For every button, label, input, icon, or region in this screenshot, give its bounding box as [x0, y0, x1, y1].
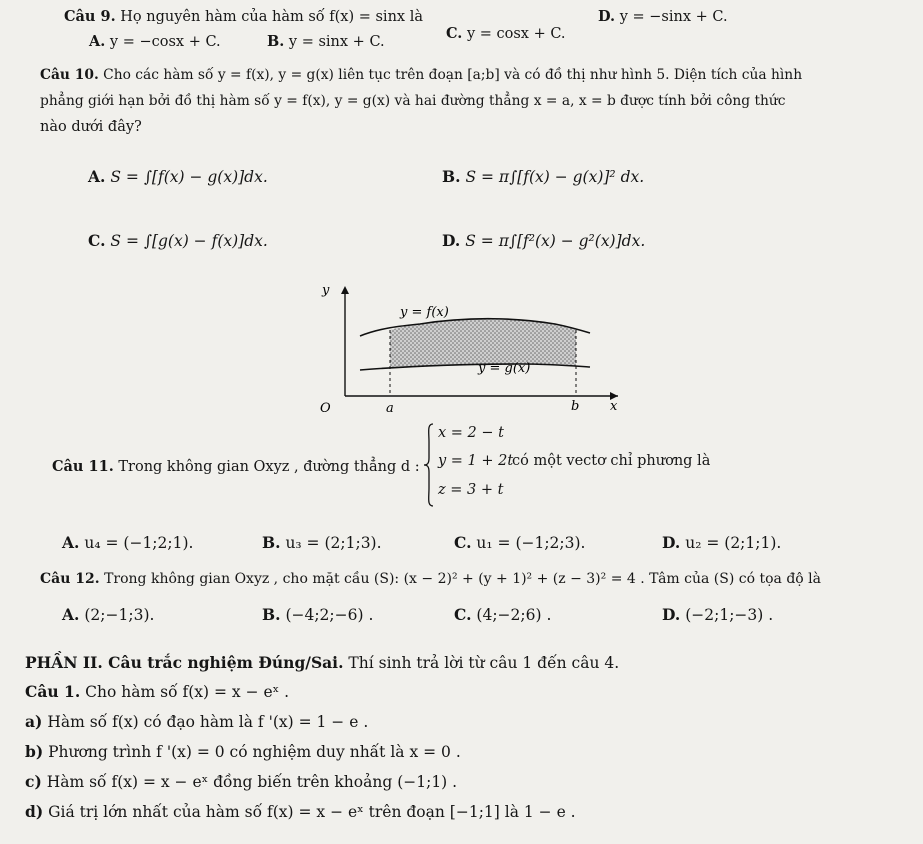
q12-option-c-key: C. [454, 605, 472, 624]
part2-q1-item-b [25, 743, 461, 761]
q10-line3: nào dưới đây? [40, 119, 142, 135]
q10-option-d-text: S = π∫[f²(x) − g²(x)]dx. [465, 232, 646, 250]
q11-option-b-key: B. [262, 533, 281, 552]
graph-origin-label: O [320, 401, 331, 416]
q11-option-b [262, 534, 382, 552]
q11-option-b-text: u₃ = (2;1;3). [285, 534, 382, 552]
q10-option-b [442, 168, 644, 186]
graph-g-label: y = g(x) [478, 361, 531, 376]
part2-q1-item-c [25, 773, 457, 791]
q9-label: Câu 9. [64, 8, 116, 25]
q9-option-d-key: D. [598, 8, 616, 25]
q10-line2: phẳng giới hạn bởi đồ thị hàm số y = f(x), y = g(x) và hai đường thẳng x = a, x = b được tính bởi công thức [40, 93, 786, 109]
q12-option-d [662, 606, 773, 624]
q11-option-a [62, 534, 193, 552]
q11-stem-pre-line [52, 458, 420, 476]
q9-option-b-key: B. [267, 33, 285, 50]
q10-option-d [442, 232, 645, 250]
graph-f-label: y = f(x) [400, 305, 449, 320]
q9-option-b [267, 33, 385, 51]
part2-q1-label: Câu 1. [25, 682, 81, 701]
q10-option-a-key: A. [88, 167, 106, 186]
q11-option-a-text: u₄ = (−1;2;1). [84, 534, 194, 552]
part2-q1-item-c-key: c) [25, 772, 42, 791]
q12-stem: Trong không gian Oxyz , cho mặt cầu (S): (x − 2)² + (y + 1)² + (z − 3)² = 4 . Tâm của (S) có tọa độ là [104, 571, 822, 587]
part2-title: PHẦN II. Câu trắc nghiệm Đúng/Sai. [25, 653, 344, 672]
graph-y-label: y [322, 283, 330, 298]
q10-line1 [40, 66, 802, 84]
q9-option-d [598, 8, 728, 26]
part2-q1-item-a-text: Hàm số f(x) có đạo hàm là f '(x) = 1 − e . [47, 713, 369, 731]
part2-q1-stem: Cho hàm số f(x) = x − eˣ . [85, 683, 290, 701]
part2-q1-item-b-key: b) [25, 742, 44, 761]
graph-x-label: x [610, 399, 618, 414]
q10-option-a-text: S = ∫[f(x) − g(x)]dx. [110, 168, 268, 186]
q11-option-d-key: D. [662, 533, 681, 552]
q9-option-b-text: y = sinx + C. [288, 34, 385, 50]
q12-stem-line [40, 570, 821, 588]
q10-option-c [88, 232, 268, 250]
q11-eq-x: x = 2 − t [438, 425, 504, 441]
q12-option-b-text: (−4;2;−6) . [285, 606, 374, 624]
q10-option-b-key: B. [442, 167, 461, 186]
q9-stem: Họ nguyên hàm của hàm số f(x) = sinx là [120, 9, 423, 25]
q9-stem-line [64, 8, 423, 26]
q12-option-c-text: (4;−2;6) . [476, 606, 552, 624]
q10-line1-text: Cho các hàm số y = f(x), y = g(x) liên tục trên đoạn [a;b] và có đồ thị như hình 5. Diện tích của hình [103, 67, 803, 83]
q11-option-d [662, 534, 781, 552]
part2-q1-item-a [25, 713, 368, 731]
q12-option-b-key: B. [262, 605, 281, 624]
part2-q1-item-c-text: Hàm số f(x) = x − eˣ đồng biến trên khoảng (−1;1) . [46, 773, 458, 791]
q11-option-c-text: u₁ = (−1;2;3). [476, 534, 586, 552]
q10-option-b-text: S = π∫[f(x) − g(x)]² dx. [465, 168, 645, 186]
graph-b-label: b [571, 399, 580, 414]
part2-q1-item-d-text: Giá trị lớn nhất của hàm số f(x) = x − eˣ trên đoạn [−1;1] là 1 − e . [48, 803, 576, 821]
part2-q1-item-d [25, 803, 576, 821]
q9-option-d-text: y = −sinx + C. [619, 9, 728, 25]
q9-option-c [446, 25, 566, 43]
part2-q1-item-a-key: a) [25, 712, 43, 731]
part2-instruction: Thí sinh trả lời từ câu 1 đến câu 4. [348, 654, 620, 672]
part2-q1-item-d-key: d) [25, 802, 44, 821]
q9-option-a [89, 33, 221, 51]
q9-option-a-text: y = −cosx + C. [109, 34, 221, 50]
q11-stem-pre: Trong không gian Oxyz , đường thẳng d : [118, 459, 420, 475]
q9-option-c-text: y = cosx + C. [466, 26, 566, 42]
q9-option-c-key: C. [446, 25, 463, 42]
q11-option-c-key: C. [454, 533, 472, 552]
part2-q1-item-b-text: Phương trình f '(x) = 0 có nghiệm duy nhất là x = 0 . [48, 743, 461, 761]
q11-option-d-text: u₂ = (2;1;1). [685, 534, 782, 552]
q12-option-a [62, 606, 154, 624]
q11-label: Câu 11. [52, 458, 114, 475]
q9-option-a-key: A. [89, 33, 106, 50]
part2-header [25, 654, 619, 672]
q11-eq-z: z = 3 + t [438, 482, 504, 498]
graph-a-label: a [386, 401, 394, 416]
q11-stem-post: có một vectơ chỉ phương là [512, 453, 711, 469]
q12-option-d-key: D. [662, 605, 681, 624]
q11-eq-y: y = 1 + 2t [438, 453, 514, 469]
part2-q1-stem-line [25, 683, 289, 701]
q11-option-c [454, 534, 585, 552]
q11-system-brace [423, 422, 435, 508]
q10-option-c-key: C. [88, 231, 106, 250]
q10-option-c-text: S = ∫[g(x) − f(x)]dx. [110, 232, 268, 250]
q12-option-a-text: (2;−1;3). [84, 606, 155, 624]
q10-label: Câu 10. [40, 67, 99, 83]
q11-option-a-key: A. [62, 533, 80, 552]
q12-option-d-text: (−2;1;−3) . [685, 606, 774, 624]
q12-label: Câu 12. [40, 571, 100, 587]
q10-graph [300, 278, 630, 418]
q12-option-b [262, 606, 373, 624]
q10-option-d-key: D. [442, 231, 461, 250]
q12-option-c [454, 606, 551, 624]
q10-option-a [88, 168, 268, 186]
q12-option-a-key: A. [62, 605, 80, 624]
y-axis-arrow-icon [341, 286, 349, 294]
